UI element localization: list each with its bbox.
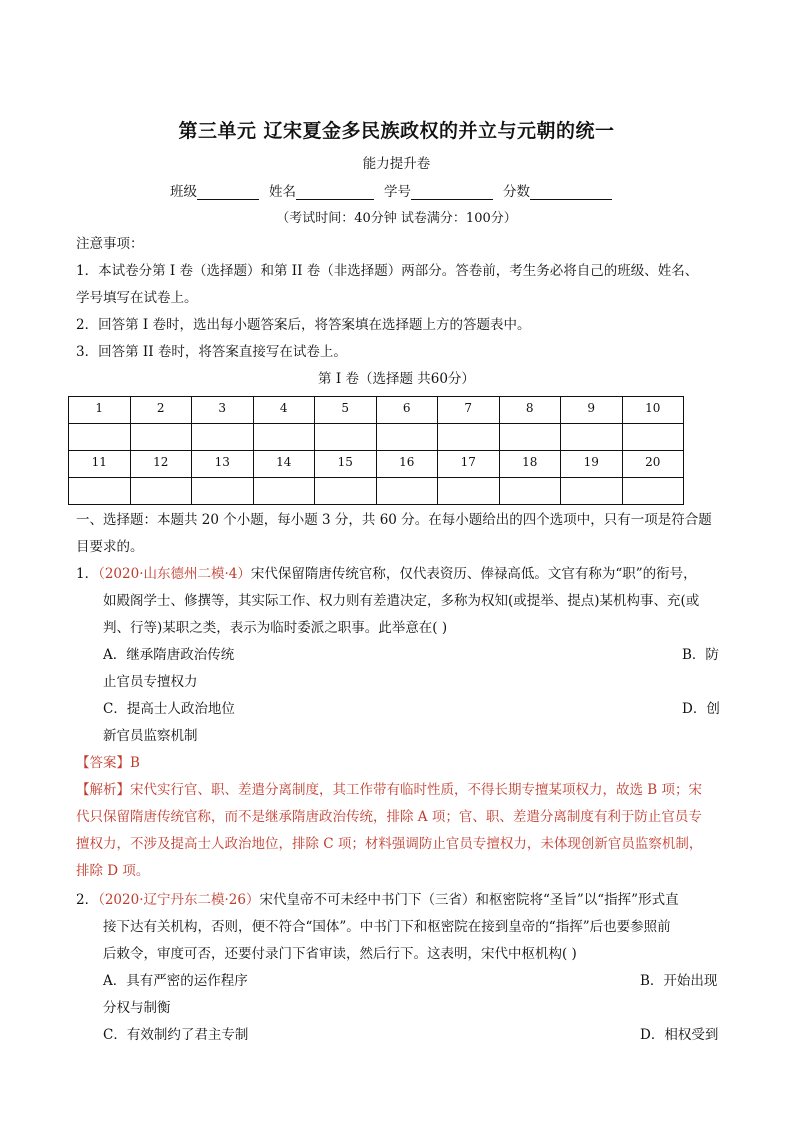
answer-blank-cell[interactable] — [253, 478, 315, 505]
answer-blank-cell[interactable] — [499, 478, 561, 505]
q1-option-b-cont: 止官员专擅权力 — [103, 674, 198, 690]
q2-option-d[interactable]: D．相权受到 — [640, 1027, 719, 1043]
answer-blank-cell[interactable] — [315, 424, 377, 451]
answer-blank-cell[interactable] — [438, 424, 500, 451]
q1-option-c[interactable]: C．提高士人政治地位 — [103, 701, 235, 717]
exam-info: （考试时间：40分钟 试卷满分：100分） — [276, 211, 517, 226]
q2-option-b[interactable]: B．开始出现 — [640, 973, 718, 989]
answer-num-cell: 2 — [130, 397, 192, 424]
q1-analysis-line-1 — [76, 777, 702, 804]
page-subtitle: 能力提升卷 — [362, 156, 431, 172]
notice-heading: 注意事项： — [76, 236, 144, 252]
score-blank[interactable] — [530, 185, 612, 200]
question-2-line-3: 后敕令，审度可否，还要付录门下省审读，然后行下。这表明，宋代中枢机构( ) — [103, 946, 577, 962]
question-1-text: 宋代保留隋唐传统官称，仅代表资历、俸禄高低。文官有称为“职”的衔号， — [250, 566, 697, 582]
q2-option-a[interactable]: A．具有严密的运作程序 — [103, 973, 248, 989]
section-1-title: 第 I 卷（选择题 共60分） — [318, 371, 475, 387]
answer-num-cell: 13 — [192, 451, 254, 478]
question-2-text: 宋代皇帝不可未经中书门下（三省）和枢密院将“圣旨”以“指挥”形式直 — [259, 892, 679, 908]
notice-item-1-cont: 学号填写在试卷上。 — [76, 290, 198, 306]
answer-blank-cell[interactable] — [192, 478, 254, 505]
answer-blank-cell[interactable] — [376, 478, 438, 505]
class-blank[interactable] — [197, 185, 259, 200]
student-id-blank[interactable] — [411, 185, 493, 200]
q2-option-c[interactable]: C．有效制约了君主专制 — [103, 1027, 249, 1043]
answer-blank-cell[interactable] — [376, 424, 438, 451]
q1-analysis-label: 【解析】 — [76, 782, 130, 798]
answer-num-cell: 12 — [130, 451, 192, 478]
answer-blank-cell[interactable] — [69, 478, 131, 505]
answer-blank-cell[interactable] — [315, 478, 377, 505]
answer-table-header-row — [69, 451, 684, 478]
q1-option-d[interactable]: D．创 — [682, 701, 720, 717]
score-field[interactable] — [503, 180, 612, 200]
notice-item-1: 1．本试卷分第 I 卷（选择题）和第 II 卷（非选择题）两部分。答卷前，考生务必将自己的班级、姓名、 — [76, 263, 699, 279]
answer-table-blank-row — [69, 478, 684, 505]
answer-num-cell: 10 — [622, 397, 684, 424]
q1-analysis-line-2: 代只保留隋唐传统官称，而不是继承隋唐政治传统，排除 A 项；官、职、差遣分离制度有利于防止官员专 — [76, 809, 702, 825]
score-label: 分数 — [503, 184, 530, 200]
notice-item-3: 3．回答第 II 卷时，将答案直接写在试卷上。 — [76, 344, 347, 360]
answer-num-cell: 4 — [253, 397, 315, 424]
part-1-instruction-cont: 目要求的。 — [76, 539, 144, 555]
answer-num-cell: 20 — [622, 451, 684, 478]
q1-option-a[interactable]: A．继承隋唐政治传统 — [103, 647, 235, 663]
answer-num-cell: 11 — [69, 451, 131, 478]
answer-num-cell: 5 — [315, 397, 377, 424]
answer-blank-cell[interactable] — [130, 478, 192, 505]
answer-num-cell: 18 — [499, 451, 561, 478]
name-field[interactable] — [269, 180, 374, 200]
answer-table-header-row — [69, 397, 684, 424]
answer-num-cell: 1 — [69, 397, 131, 424]
student-id-label: 学号 — [384, 184, 411, 200]
answer-blank-cell[interactable] — [622, 424, 684, 451]
name-label: 姓名 — [269, 184, 296, 200]
name-blank[interactable] — [296, 185, 374, 200]
answer-blank-cell[interactable] — [192, 424, 254, 451]
q1-option-d-cont: 新官员监察机制 — [103, 728, 198, 744]
answer-num-cell: 6 — [376, 397, 438, 424]
question-2-source: （2020·辽宁丹东二模·26） — [98, 892, 260, 908]
answer-num-cell: 16 — [376, 451, 438, 478]
student-info-fields — [170, 180, 612, 200]
answer-num-cell: 9 — [561, 397, 623, 424]
answer-num-cell: 19 — [561, 451, 623, 478]
q1-analysis-text: 宋代实行官、职、差遣分离制度，其工作带有临时性质，不得长期专擅某项权力，故选 B 项；宋 — [130, 782, 703, 798]
answer-blank-cell[interactable] — [622, 478, 684, 505]
part-1-instruction: 一、选择题：本题共 20 个小题，每小题 3 分，共 60 分。在每小题给出的四个选项中，只有一项是符合题 — [76, 512, 712, 528]
question-1-line-3: 判、行等)某职之类，表示为临时委派之职事。此举意在( ) — [103, 620, 448, 636]
question-1-line-2: 如殿阁学士、修撰等，其实际工作、权力则有差遣决定，多称为权知(或提举、提点)某机构事、充(或 — [103, 593, 700, 609]
class-field[interactable] — [170, 180, 259, 200]
answer-blank-cell[interactable] — [499, 424, 561, 451]
question-1-number: 1． — [76, 566, 99, 582]
notice-item-2: 2．回答第 I 卷时，选出每小题答案后，将答案填在选择题上方的答题表中。 — [76, 317, 531, 333]
answer-blank-cell[interactable] — [561, 424, 623, 451]
answer-num-cell: 17 — [438, 451, 500, 478]
answer-num-cell: 8 — [499, 397, 561, 424]
question-2-line-1 — [76, 887, 679, 914]
page-title: 第三单元 辽宋夏金多民族政权的并立与元朝的统一 — [178, 120, 615, 142]
answer-num-cell: 7 — [438, 397, 500, 424]
answer-num-cell: 15 — [315, 451, 377, 478]
q1-answer: 【答案】B — [76, 755, 140, 771]
question-2-number: 2． — [76, 892, 99, 908]
answer-blank-cell[interactable] — [69, 424, 131, 451]
q1-analysis-line-3: 擅权力，不涉及提高士人政治地位，排除 C 项；材料强调防止官员专擅权力，未体现创新官员监察机制， — [76, 836, 703, 852]
answer-num-cell: 14 — [253, 451, 315, 478]
answer-table — [68, 396, 684, 505]
answer-blank-cell[interactable] — [130, 424, 192, 451]
q1-option-b[interactable]: B．防 — [682, 647, 719, 663]
student-id-field[interactable] — [384, 180, 493, 200]
answer-num-cell: 3 — [192, 397, 254, 424]
question-2-line-2: 接下达有关机构，否则，便不符合“国体”。中书门下和枢密院在接到皇帝的“指挥”后也要参照前 — [103, 919, 671, 935]
question-1-source: （2020·山东德州二模·4） — [98, 566, 251, 582]
answer-blank-cell[interactable] — [561, 478, 623, 505]
q1-analysis-line-4: 排除 D 项。 — [76, 863, 150, 879]
class-label: 班级 — [170, 184, 197, 200]
answer-table-blank-row — [69, 424, 684, 451]
question-1-line-1 — [76, 561, 697, 588]
answer-blank-cell[interactable] — [253, 424, 315, 451]
answer-blank-cell[interactable] — [438, 478, 500, 505]
q2-option-b-cont: 分权与制衡 — [103, 1000, 171, 1016]
